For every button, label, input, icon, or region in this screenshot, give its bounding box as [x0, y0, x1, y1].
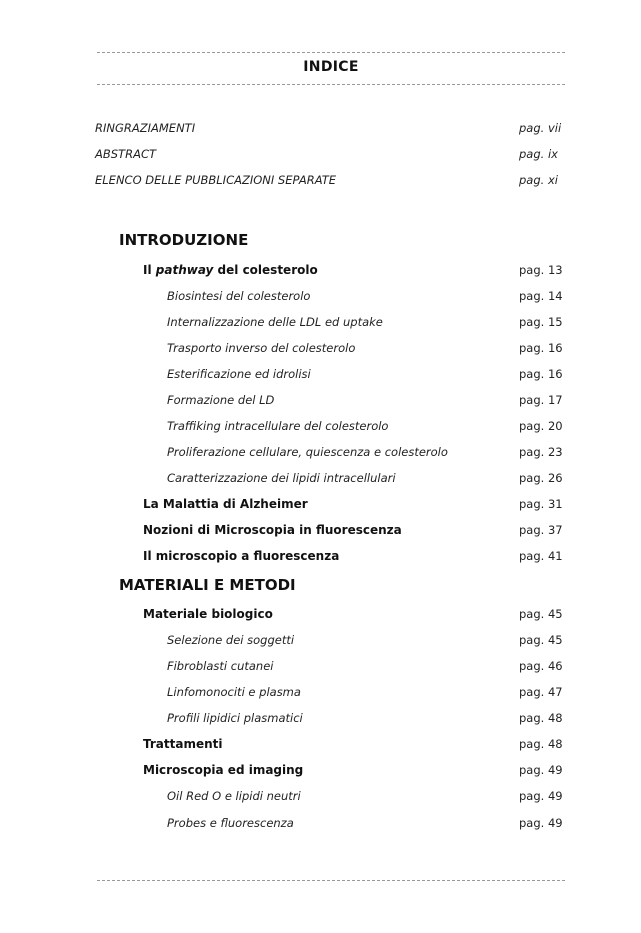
toc-entry-trattamenti[interactable]: Trattamenti: [143, 737, 223, 751]
toc-entry[interactable]: Trasporto inverso del colesterolo: [167, 341, 356, 355]
page-ref: pag. 37: [519, 523, 563, 537]
page-ref: pag. 26: [519, 471, 563, 485]
page-ref: pag. 49: [519, 789, 563, 803]
header-top-rule: [97, 52, 565, 53]
page-ref: pag. 16: [519, 367, 563, 381]
page-ref: pag. 13: [519, 263, 563, 277]
toc-entry[interactable]: Oil Red O e lipidi neutri: [167, 789, 301, 803]
page-ref: pag. 31: [519, 497, 563, 511]
page-ref: pag. 14: [519, 289, 563, 303]
toc-entry-pubblicazioni[interactable]: ELENCO DELLE PUBBLICAZIONI SEPARATE: [95, 173, 337, 187]
toc-entry[interactable]: Biosintesi del colesterolo: [167, 289, 311, 303]
toc-entry[interactable]: Fibroblasti cutanei: [167, 659, 274, 673]
pathway-emphasis: pathway: [155, 263, 214, 277]
toc-entry-microscopio-fluorescenza[interactable]: Il microscopio a fluorescenza: [143, 549, 340, 563]
pathway-suffix: del colesterolo: [213, 263, 318, 277]
page-ref: pag. 49: [519, 816, 563, 830]
page-ref: pag. 41: [519, 549, 563, 563]
toc-entry[interactable]: Probes e fluorescenza: [167, 816, 294, 830]
page-ref: pag. 20: [519, 419, 563, 433]
page-ref: pag. xi: [519, 173, 558, 187]
page-ref: pag. 17: [519, 393, 563, 407]
toc-entry[interactable]: Esterificazione ed idrolisi: [167, 367, 311, 381]
toc-entry[interactable]: Selezione dei soggetti: [167, 633, 295, 647]
toc-entry[interactable]: Linfomonociti e plasma: [167, 685, 301, 699]
page-ref: pag. 46: [519, 659, 563, 673]
page-ref: pag. 23: [519, 445, 563, 459]
toc-entry[interactable]: Traffiking intracellulare del colesterolo: [167, 419, 389, 433]
header-bottom-rule: [97, 84, 565, 85]
toc-entry[interactable]: Profili lipidici plasmatici: [167, 711, 303, 725]
toc-entry-alzheimer[interactable]: La Malattia di Alzheimer: [143, 497, 308, 511]
page-ref: pag. ix: [519, 147, 558, 161]
toc-entry[interactable]: Caratterizzazione dei lipidi intracellulari: [167, 471, 396, 485]
toc-entry-abstract[interactable]: ABSTRACT: [95, 147, 156, 161]
toc-entry[interactable]: Proliferazione cellulare, quiescenza e colesterolo: [167, 445, 448, 459]
page-title: INDICE: [303, 59, 359, 75]
page-ref: pag. 45: [519, 633, 563, 647]
toc-entry-pathway[interactable]: [143, 260, 318, 280]
toc-entry[interactable]: Internalizzazione delle LDL ed uptake: [167, 315, 383, 329]
section-heading-introduzione[interactable]: INTRODUZIONE: [119, 231, 249, 249]
page-ref: pag. 45: [519, 607, 563, 621]
page-ref: pag. 49: [519, 763, 563, 777]
footer-rule: [97, 880, 565, 881]
toc-entry-nozioni-microscopia[interactable]: Nozioni di Microscopia in fluorescenza: [143, 523, 402, 537]
toc-entry-materiale-biologico[interactable]: Materiale biologico: [143, 607, 273, 621]
toc-entry-ringraziamenti[interactable]: RINGRAZIAMENTI: [95, 121, 196, 135]
page-ref: pag. 48: [519, 711, 563, 725]
page-ref: pag. 15: [519, 315, 563, 329]
toc-entry[interactable]: Formazione del LD: [167, 393, 275, 407]
section-heading-materiali[interactable]: MATERIALI E METODI: [119, 576, 296, 594]
page-ref: pag. 48: [519, 737, 563, 751]
page-ref: pag. 47: [519, 685, 563, 699]
toc-entry-microscopia-imaging[interactable]: Microscopia ed imaging: [143, 763, 304, 777]
page-ref: pag. 16: [519, 341, 563, 355]
pathway-prefix: Il: [143, 263, 156, 277]
page-ref: pag. vii: [519, 121, 562, 135]
